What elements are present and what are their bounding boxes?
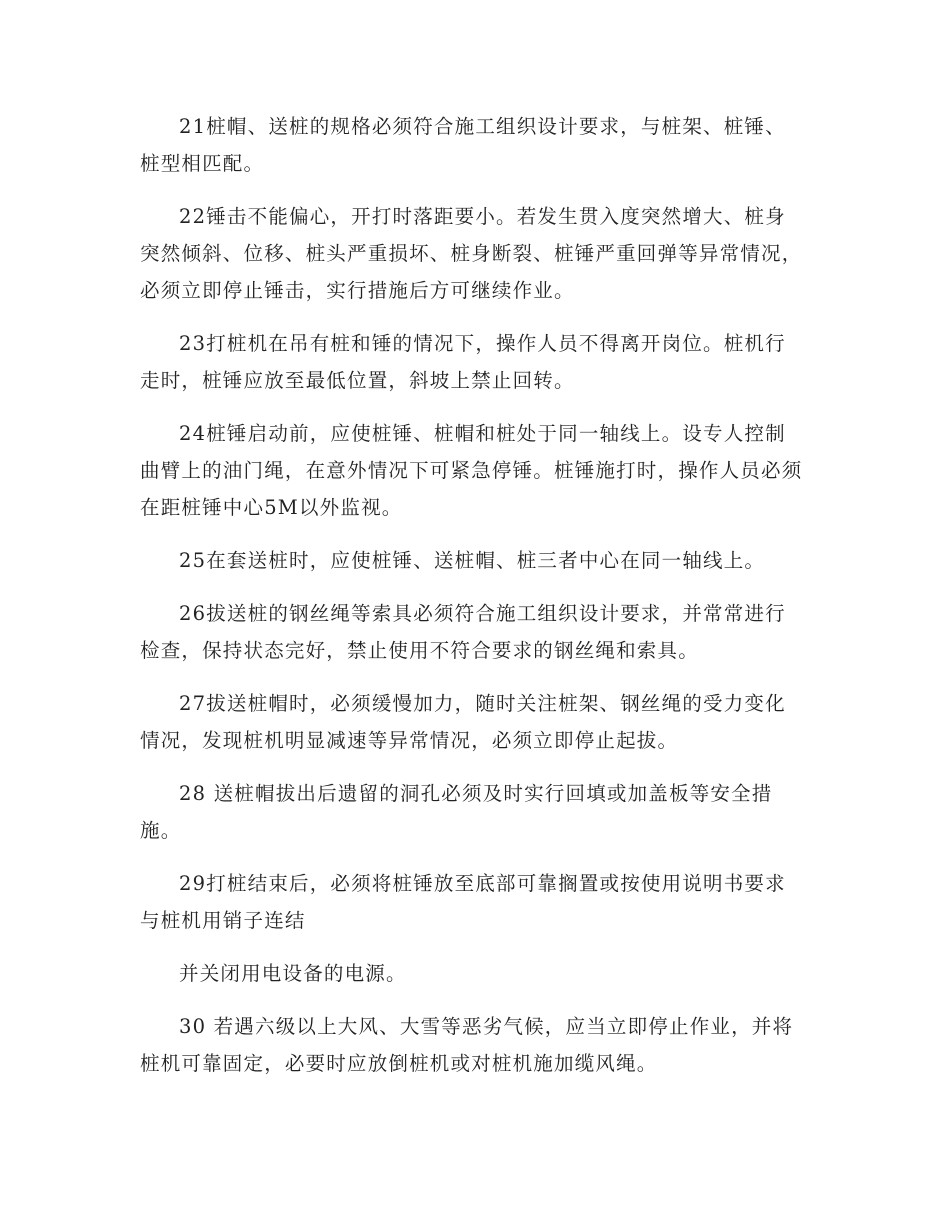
paragraph-27: 27拔送桩帽时，必须缓慢加力，随时关注桩架、钢丝绳的受力变化情况，发现桩机明显减速等异常情况，必须立即停止起拔。 xyxy=(140,692,786,752)
paragraph-29: 29打桩结束后，必须将桩锤放至底部可靠搁置或按使用说明书要求与桩机用销子连结 xyxy=(140,872,786,932)
paragraph-22: 22锤击不能偏心，开打时落距要小。若发生贯入度突然增大、桩身突然倾斜、位移、桩头严重损坏、桩身断裂、桩锤严重回弹等异常情况，必须立即停止锤击，实行措施后方可继续作业。 xyxy=(140,205,803,302)
paragraph-28: 28 送桩帽拔出后遗留的洞孔必须及时实行回填或加盖板等安全措施。 xyxy=(140,782,773,842)
paragraph-21: 21桩帽、送桩的规格必须符合施工组织设计要求，与桩架、桩锤、桩型相匹配。 xyxy=(140,115,786,175)
paragraph-26: 26拔送桩的钢丝绳等索具必须符合施工组织设计要求，并常常进行检查，保持状态完好，禁止使用不符合要求的钢丝绳和索具。 xyxy=(140,602,786,662)
paragraph-30: 30 若遇六级以上大风、大雪等恶劣气候，应当立即停止作业，并将桩机可靠固定，必要时应放倒桩机或对桩机施加缆风绳。 xyxy=(140,1015,794,1075)
paragraph-29-continuation: 并关闭用电设备的电源。 xyxy=(179,962,407,985)
paragraph-25: 25在套送桩时，应使桩锤、送桩帽、桩三者中心在同一轴线上。 xyxy=(179,549,766,572)
paragraph-24: 24桩锤启动前，应使桩锤、桩帽和桩处于同一轴线上。设专人控制曲臂上的油门绳，在意外情况下可紧急停锤。桩锤施打时，操作人员必须在距桩锤中心5M以外监视。 xyxy=(140,422,803,519)
paragraph-23: 23打桩机在吊有桩和锤的情况下，操作人员不得离开岗位。桩机行走时，桩锤应放至最低位置，斜坡上禁止回转。 xyxy=(140,332,786,392)
document-body xyxy=(140,108,805,1098)
